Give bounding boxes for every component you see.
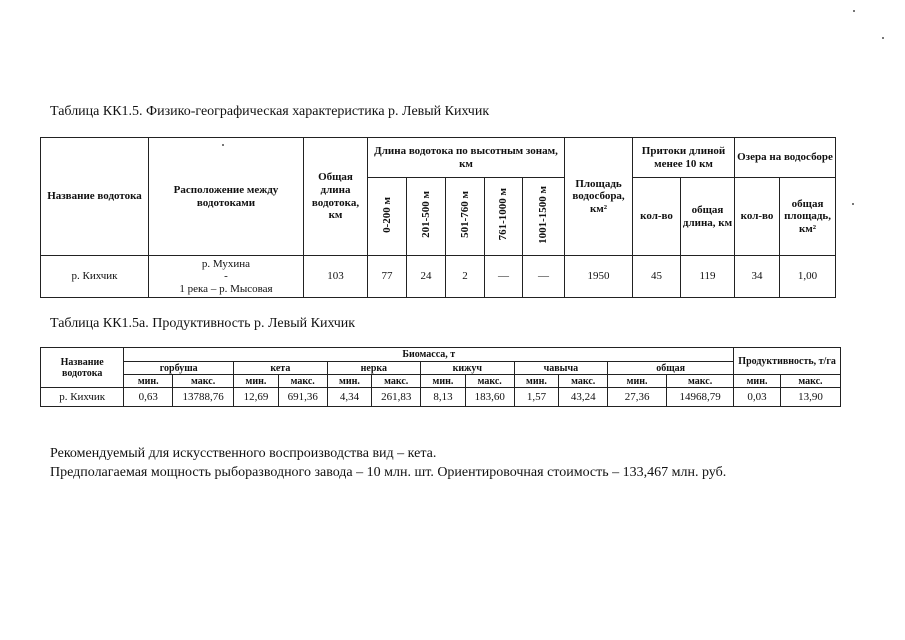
header-zone-1 bbox=[368, 178, 407, 256]
header-biomass: Биомасса, т bbox=[124, 348, 734, 362]
cell-name: р. Кихчик bbox=[41, 256, 149, 298]
header-max: макс. bbox=[559, 375, 608, 388]
header-lakes: Озера на водосборе bbox=[735, 138, 836, 178]
cell-value: 691,36 bbox=[278, 388, 327, 407]
header-trib-length: общая длина, км bbox=[681, 178, 735, 256]
table-row bbox=[41, 256, 836, 298]
cell-value: 14968,79 bbox=[667, 388, 734, 407]
header-location: Расположение между водотоками bbox=[149, 138, 304, 256]
header-max: макс. bbox=[278, 375, 327, 388]
recommendation-note: Рекомендуемый для искусственного воспроизводства вид – кета. bbox=[50, 446, 437, 461]
header-max: макс. bbox=[465, 375, 514, 388]
cell-value: 8,13 bbox=[421, 388, 466, 407]
zone-label: 761-1000 м bbox=[497, 188, 510, 241]
header-zone-5 bbox=[523, 178, 565, 256]
header-min: мин. bbox=[234, 375, 279, 388]
header-min: мин. bbox=[734, 375, 781, 388]
cell-zone: 77 bbox=[368, 256, 407, 298]
header-length-by-zone: Длина водотока по высотным зонам, км bbox=[368, 138, 565, 178]
header-zone-4 bbox=[485, 178, 523, 256]
header-tributaries: Притоки длиной менее 10 км bbox=[633, 138, 735, 178]
header-min: мин. bbox=[421, 375, 466, 388]
cell-value: 4,34 bbox=[327, 388, 372, 407]
cell-total-length: 103 bbox=[304, 256, 368, 298]
header-min: мин. bbox=[608, 375, 667, 388]
zone-label: 1001-1500 м bbox=[537, 185, 550, 244]
cell-productivity: 13,90 bbox=[780, 388, 840, 407]
header-max: макс. bbox=[173, 375, 234, 388]
cell-lakes-count: 34 bbox=[735, 256, 780, 298]
scan-speck bbox=[853, 10, 855, 12]
cell-location bbox=[149, 256, 304, 298]
cell-value: 1,57 bbox=[514, 388, 559, 407]
location-line: 1 река – р. Мысовая bbox=[179, 282, 273, 295]
cell-trib-length: 119 bbox=[681, 256, 735, 298]
table2-caption: Таблица КК1.5а. Продуктивность р. Левый Кихчик bbox=[50, 316, 356, 331]
header-species: кета bbox=[234, 362, 328, 375]
capacity-note: Предполагаемая мощность рыборазводного завода – 10 млн. шт. Ориентировочная стоимость – 133,467 млн. руб. bbox=[50, 465, 727, 480]
cell-zone: 2 bbox=[446, 256, 485, 298]
header-max: макс. bbox=[372, 375, 421, 388]
location-line: р. Мухина bbox=[201, 257, 251, 270]
physical-geography-table bbox=[40, 137, 836, 298]
cell-zone: — bbox=[485, 256, 523, 298]
location-line: - bbox=[224, 270, 228, 283]
header-min: мин. bbox=[514, 375, 559, 388]
scan-speck bbox=[852, 203, 854, 205]
header-max: макс. bbox=[780, 375, 840, 388]
table1-caption: Таблица КК1.5. Физико-географическая характеристика р. Левый Кихчик bbox=[50, 104, 490, 119]
cell-value: 27,36 bbox=[608, 388, 667, 407]
cell-trib-count: 45 bbox=[633, 256, 681, 298]
header-lakes-count: кол-во bbox=[735, 178, 780, 256]
header-name: Название водотока bbox=[41, 138, 149, 256]
cell-value: 261,83 bbox=[372, 388, 421, 407]
cell-area: 1950 bbox=[565, 256, 633, 298]
zone-label: 501-760 м bbox=[458, 191, 471, 239]
table-row bbox=[41, 388, 841, 407]
header-min: мин. bbox=[327, 375, 372, 388]
cell-value: 12,69 bbox=[234, 388, 279, 407]
header-min: мин. bbox=[124, 375, 173, 388]
productivity-table bbox=[40, 347, 841, 407]
cell-name: р. Кихчик bbox=[41, 388, 124, 407]
zone-label: 0-200 м bbox=[380, 196, 393, 233]
header-name: Название водотока bbox=[41, 348, 124, 388]
cell-value: 183,60 bbox=[465, 388, 514, 407]
header-zone-3 bbox=[446, 178, 485, 256]
header-species: кижуч bbox=[421, 362, 515, 375]
header-area: Площадь водосбора, км² bbox=[565, 138, 633, 256]
header-species: нерка bbox=[327, 362, 421, 375]
header-productivity: Продуктивность, т/га bbox=[734, 348, 841, 375]
zone-label: 201-500 м bbox=[419, 191, 432, 239]
header-species: общая bbox=[608, 362, 734, 375]
header-lakes-area: общая площадь, км² bbox=[780, 178, 836, 256]
cell-zone: — bbox=[523, 256, 565, 298]
header-species: горбуша bbox=[124, 362, 234, 375]
cell-zone: 24 bbox=[407, 256, 446, 298]
header-zone-2 bbox=[407, 178, 446, 256]
header-total-length: Общая длина водотока, км bbox=[304, 138, 368, 256]
scan-speck bbox=[882, 37, 884, 39]
cell-value: 0,63 bbox=[124, 388, 173, 407]
scan-speck bbox=[222, 144, 224, 146]
cell-value: 43,24 bbox=[559, 388, 608, 407]
cell-productivity: 0,03 bbox=[734, 388, 781, 407]
cell-value: 13788,76 bbox=[173, 388, 234, 407]
header-trib-count: кол-во bbox=[633, 178, 681, 256]
cell-lakes-area: 1,00 bbox=[780, 256, 836, 298]
header-species: чавыча bbox=[514, 362, 608, 375]
header-max: макс. bbox=[667, 375, 734, 388]
